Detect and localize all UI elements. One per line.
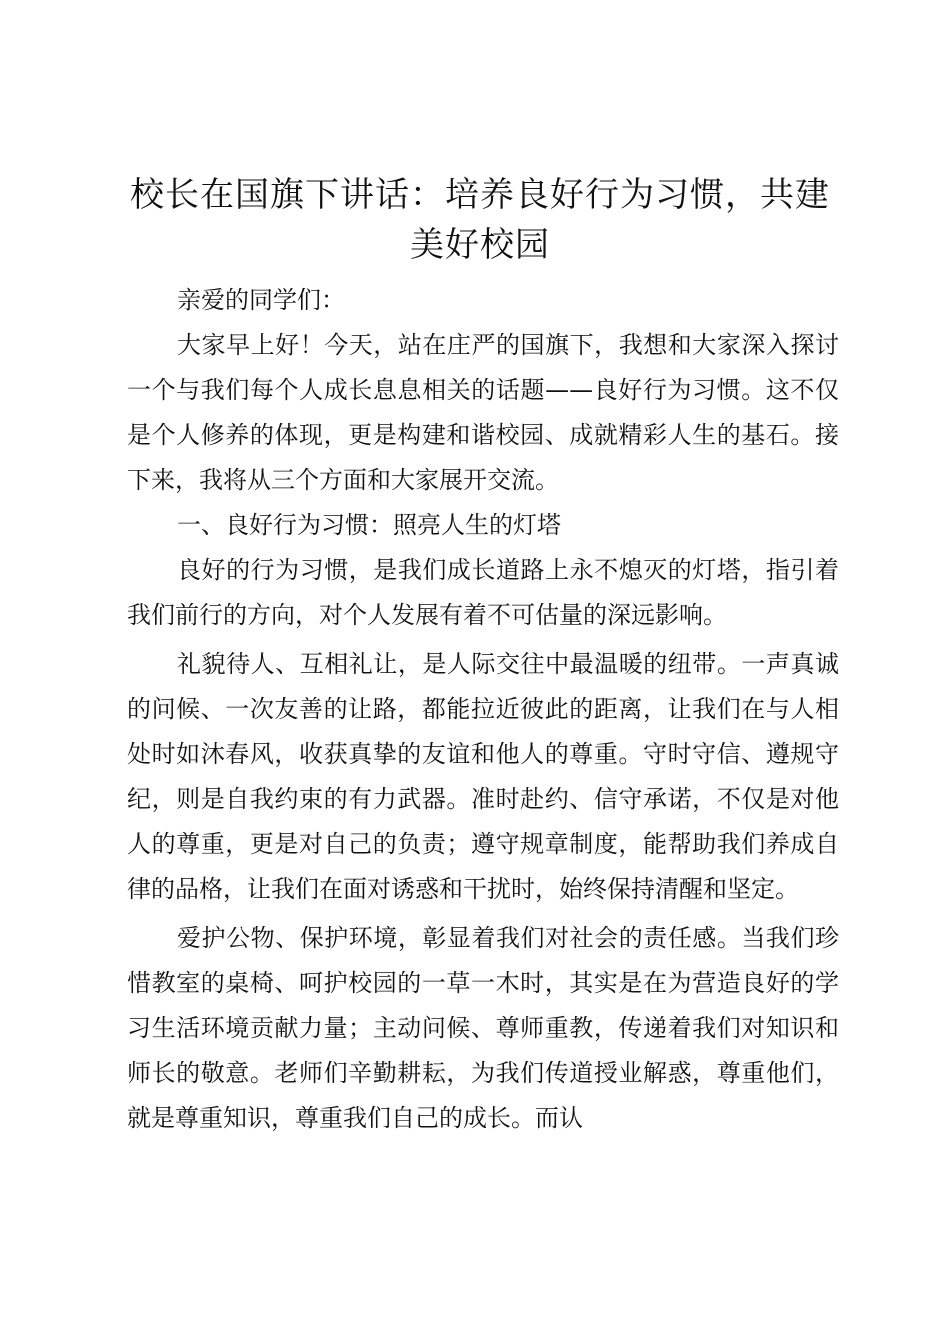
document-body	[127, 278, 839, 1141]
section-heading-1: 一、良好行为习惯：照亮人生的灯塔	[177, 511, 561, 539]
document-title	[120, 170, 840, 270]
body-paragraph: 礼貌待人、互相礼让，是人际交往中最温暖的纽带。一声真诚的问候、一次友善的让路，都能拉近彼此的距离，让我们在与人相处时如沐春风，收获真挚的友谊和他人的尊重。守时守信、遵规守纪，则是自我约束的有力武器。准时赴约、信守承诺，不仅是对他人的尊重，更是对自己的负责；遵守规章制度，能帮助我们养成自律的品格，让我们在面对诱惑和干扰时，始终保持清醒和坚定。	[127, 650, 839, 903]
salutation-paragraph: 亲爱的同学们：	[177, 286, 345, 314]
intro-paragraph: 大家早上好！今天，站在庄严的国旗下，我想和大家深入探讨一个与我们每个人成长息息相关的话题——良好行为习惯。这不仅是个人修养的体现，更是构建和谐校园、成就精彩人生的基石。接下来，我将从三个方面和大家展开交流。	[127, 331, 839, 494]
body-paragraph: 良好的行为习惯，是我们成长道路上永不熄灭的灯塔，指引着我们前行的方向，对个人发展有着不可估量的深远影响。	[127, 556, 839, 629]
title-line-1: 校长在国旗下讲话：培养良好行为习惯，共建	[130, 175, 830, 215]
body-paragraph: 爱护公物、保护环境，彰显着我们对社会的责任感。当我们珍惜教室的桌椅、呵护校园的一草一木时，其实是在为营造良好的学习生活环境贡献力量；主动问候、尊师重教，传递着我们对知识和师长的敬意。老师们辛勤耕耘，为我们传道授业解惑，尊重他们，就是尊重知识，尊重我们自己的成长。而认	[127, 924, 839, 1132]
title-line-2: 美好校园	[410, 225, 550, 265]
